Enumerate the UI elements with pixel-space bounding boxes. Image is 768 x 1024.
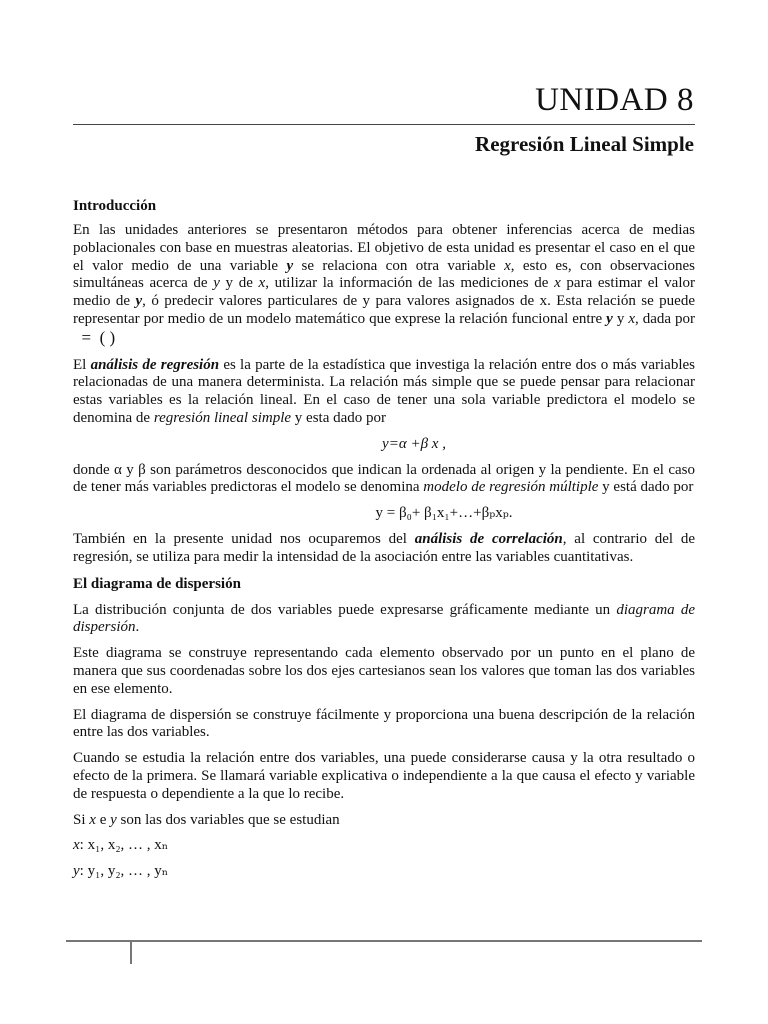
equation-simple-regression: y=α +β x , bbox=[382, 435, 446, 452]
dispersion-paragraph-4: Cuando se estudia la relación entre dos variables, una puede considerarse causa y la otra resultado o efecto de la primera. Se llamará variable explicativa o independiente a la que causa el efecto y variable de respuesta o dependiente a la que lo recibe. bbox=[73, 750, 695, 802]
function-formula: = ( ) bbox=[73, 327, 116, 347]
unit-subtitle: Regresión Lineal Simple bbox=[475, 132, 694, 156]
intro-paragraph-2: El análisis de regresión es la parte de la estadística que investiga la relación entre dos o más variables relacionadas de una manera determinista. La relación más simple que se puede pensar para relacionar estas variables es la relación lineal. En el caso de tener una sola variable predictora el modelo se denomina de regresión lineal simple y esta dado por bbox=[73, 356, 695, 426]
dispersion-variables-line: Si x e y son las dos variables que se estudian bbox=[73, 811, 340, 828]
unit-title: UNIDAD 8 bbox=[535, 82, 694, 118]
dispersion-paragraph-2: Este diagrama se construye representando cada elemento observado por un punto en el plano de manera que sus coordenadas sobre los dos ejes cartesianos sean los valores que toman las dos variables en ese elemento. bbox=[73, 645, 695, 697]
footer-rule bbox=[66, 940, 702, 942]
footer-tick bbox=[130, 940, 132, 964]
section-heading-dispersion: El diagrama de dispersión bbox=[73, 575, 241, 592]
dispersion-paragraph-3: El diagrama de dispersión se construye fácilmente y proporciona una buena descripción de la relación entre las dos variables. bbox=[73, 706, 695, 741]
section-heading-introduction: Introducción bbox=[73, 198, 157, 214]
header-rule bbox=[73, 124, 695, 125]
intro-paragraph-1: En las unidades anteriores se presentaron métodos para obtener inferencias acerca de medias poblacionales con base en muestras aleatorias. El objetivo de esta unidad es presentar el caso en el que el valor medio de una variable y se relaciona con otra variable x, esto es, con observaciones simultáneas acerca de y y de x, utilizar la información de las mediciones de x para estimar el valor medio de y, ó predecir valores particulares de y para valores asignados de x. Esta relación se puede representar por medio de un modelo matemático que exprese la relación funcional entre y y x, dada por = ( ) bbox=[73, 222, 696, 347]
intro-paragraph-3: donde α y β son parámetros desconocidos que indican la ordenada al origen y la pendiente. En el caso de tener más variables predictoras el modelo se denomina modelo de regresión múltiple y está dado por bbox=[73, 461, 695, 496]
dispersion-paragraph-1: La distribución conjunta de dos variables puede expresarse gráficamente mediante un diagrama de dispersión. bbox=[73, 601, 695, 636]
x-observations-line: x: x₁, x₂, … , xₙ bbox=[73, 837, 169, 854]
document-body bbox=[73, 197, 695, 889]
equation-multiple-regression: y = β₀+ β₁x₁+…+βₚxₚ. bbox=[375, 505, 513, 522]
intro-paragraph-4: También en la presente unidad nos ocuparemos del análisis de correlación, al contrario del de regresión, se utiliza para medir la intensidad de la asociación entre las variables cuantitativas. bbox=[73, 530, 696, 565]
y-observations-line: y: y₁, y₂, … , yₙ bbox=[73, 863, 169, 880]
